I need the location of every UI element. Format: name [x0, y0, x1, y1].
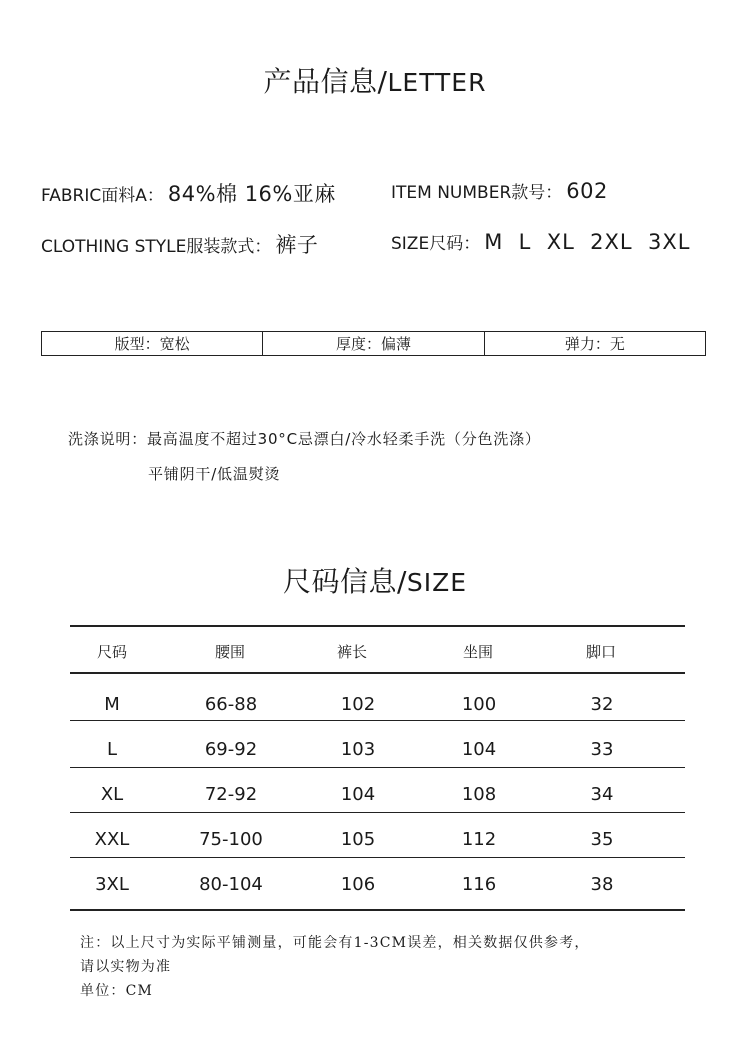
cell-size: M [104, 694, 120, 715]
table-top-border [70, 625, 685, 627]
cell-length: 104 [340, 784, 376, 805]
clothing-style-label: CLOTHING STYLE服装款式： [41, 237, 272, 257]
cell-hip: 100 [461, 694, 497, 715]
spec-fit: 版型：宽松 [42, 332, 263, 355]
table-row [70, 739, 685, 783]
item-number-label: ITEM NUMBER款号： [391, 183, 563, 203]
note-line-3: 单位：CM [80, 983, 154, 999]
spec-box [41, 331, 706, 356]
fabric-row [41, 178, 336, 208]
cell-waist: 66-88 [204, 694, 258, 715]
header-hip: 坐围 [462, 643, 493, 661]
cell-hip: 116 [461, 874, 497, 895]
cell-hip: 108 [461, 784, 497, 805]
note-line-1: 注：以上尺寸为实际平铺测量，可能会有1-3CM误差，相关数据仅供参考， [80, 935, 590, 951]
row-divider [70, 812, 685, 813]
cell-hem: 38 [590, 874, 614, 895]
table-row [70, 874, 685, 918]
size-row [391, 229, 690, 254]
header-length: 裤长 [336, 643, 367, 661]
cell-hem: 32 [590, 694, 614, 715]
size-info-title-cn: 尺码信息/ [282, 565, 407, 598]
washing-line-2: 平铺阴干/低温熨烫 [148, 465, 281, 483]
cell-size: XXL [94, 829, 130, 850]
note-line-2: 请以实物为准 [80, 959, 172, 975]
table-row [70, 784, 685, 828]
cell-hem: 34 [590, 784, 614, 805]
table-header-row [70, 641, 685, 685]
cell-size: L [106, 739, 118, 760]
table-header-border [70, 672, 685, 674]
washing-line-1: 洗涤说明：最高温度不超过30°C忌漂白/冷水轻柔手洗（分色洗涤） [68, 430, 541, 448]
spec-thickness: 厚度：偏薄 [263, 332, 484, 355]
product-info-title-en: LETTER [387, 68, 487, 97]
item-number-row [391, 178, 608, 203]
row-divider [70, 720, 685, 721]
size-label: SIZE尺码： [391, 234, 481, 254]
cell-hip: 112 [461, 829, 497, 850]
cell-waist: 75-100 [199, 829, 263, 850]
size-info-title [0, 560, 750, 600]
row-divider [70, 767, 685, 768]
spec-elasticity: 弹力：无 [564, 335, 625, 353]
header-waist: 腰围 [214, 643, 245, 661]
table-row [70, 829, 685, 873]
product-info-title-cn: 产品信息/ [263, 65, 388, 98]
clothing-style-row [41, 229, 318, 259]
cell-waist: 72-92 [204, 784, 258, 805]
cell-length: 102 [340, 694, 376, 715]
cell-size: XL [100, 784, 124, 805]
header-size: 尺码 [96, 643, 127, 661]
clothing-style-value: 裤子 [275, 233, 319, 257]
cell-length: 106 [340, 874, 376, 895]
cell-hip: 104 [461, 739, 497, 760]
table-row [70, 694, 685, 738]
cell-hem: 35 [590, 829, 614, 850]
cell-waist: 80-104 [199, 874, 263, 895]
table-bottom-border [70, 909, 685, 911]
size-info-title-en: SIZE [406, 568, 468, 597]
cell-length: 105 [340, 829, 376, 850]
row-divider [70, 857, 685, 858]
cell-waist: 69-92 [204, 739, 258, 760]
cell-hem: 33 [590, 739, 614, 760]
cell-length: 103 [340, 739, 376, 760]
header-hem: 脚口 [585, 643, 616, 661]
product-info-title [0, 60, 750, 100]
cell-size: 3XL [95, 874, 129, 895]
size-value: M L XL 2XL 3XL [484, 230, 691, 254]
fabric-label: FABRIC面料A： [41, 186, 164, 206]
item-number-value: 602 [566, 179, 608, 203]
fabric-value: 84%棉 16%亚麻 [167, 182, 336, 206]
